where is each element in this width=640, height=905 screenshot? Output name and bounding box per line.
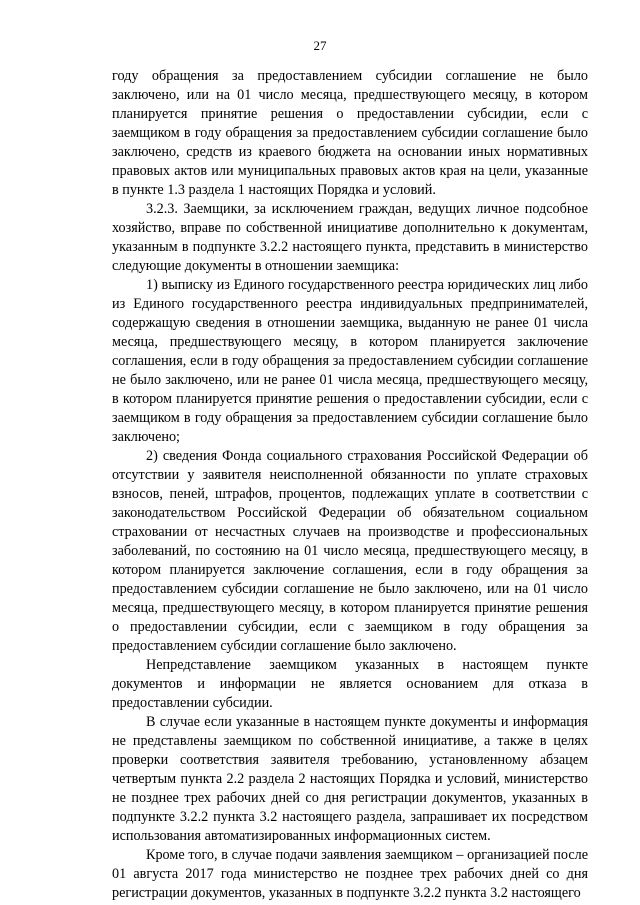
document-body: [112, 67, 588, 903]
paragraph-item-1: 1) выписку из Единого государственного реестра юридических лиц либо из Единого государственного реестра индивидуальных предпринимателей, содержащую сведения в отношении заемщика, выданную не ранее 01 числа месяца, предшествующего месяцу, в котором планируется заключение соглашения, если в году обращения за предоставлением субсидии соглашение не было заключено, или не ранее 01 числа месяца, предшествующего месяцу, в котором планируется принятие решения о предоставлении субсидии, если с заемщиком в году обращения за предоставлением субсидии соглашение было заключено;: [112, 277, 588, 445]
paragraph-3-2-3: 3.2.3. Заемщики, за исключением граждан, ведущих личное подсобное хозяйство, вправе по собственной инициативе дополнительно к документам, указанным в подпункте 3.2.2 настоящего пункта, представить в министерство следующие документы в отношении заемщика:: [112, 201, 588, 274]
paragraph-non-submission: Непредставление заемщиком указанных в настоящем пункте документов и информации не является основанием для отказа в предоставлении субсидии.: [112, 657, 588, 711]
page-number: 27: [313, 38, 327, 53]
paragraph-request-procedure: В случае если указанные в настоящем пункте документы и информация не представлены заемщиком по собственной инициативе, а также в целях проверки соответствия заявителя требованию, установленному абзацем четвертым пункта 2.2 раздела 2 настоящих Порядка и условий, министерство не позднее трех рабочих дней со дня регистрации документов, указанных в подпункте 3.2.2 пункта 3.2 настоящего раздела, запрашивает их посредством использования автоматизированных информационных систем.: [112, 714, 588, 844]
paragraph-additionally: Кроме того, в случае подачи заявления заемщиком – организацией после 01 августа 2017 года министерство не позднее трех рабочих дней со дня регистрации документов, указанных в подпункте 3.2.2 пункта 3.2 настоящего: [112, 847, 588, 901]
paragraph-continuation: году обращения за предоставлением субсидии соглашение не было заключено, или на 01 число месяца, предшествующего месяцу, в котором планируется принятие решения о предоставлении субсидии, если с заемщиком в году обращения за предоставлением субсидии соглашение было заключено, средств из краевого бюджета на основании иных нормативных правовых актов или муниципальных правовых актов края на цели, указанные в пункте 1.3 раздела 1 настоящих Порядка и условий.: [112, 68, 588, 198]
paragraph-item-2: 2) сведения Фонда социального страхования Российской Федерации об отсутствии у заявителя неисполненной обязанности по уплате страховых взносов, пеней, штрафов, процентов, подлежащих уплате в соответствии с законодательством Российской Федерации об обязательном социальном страховании от несчастных случаев на производстве и профессиональных заболеваний, по состоянию на 01 число месяца, предшествующего месяцу, в котором планируется заключение соглашения, если в году обращения за предоставлением субсидии соглашение не было заключено, или на 01 число месяца, предшествующего месяцу, в котором планируется принятие решения о предоставлении субсидии, если с заемщиком в году обращения за предоставлением субсидии соглашение было заключено.: [112, 448, 588, 654]
